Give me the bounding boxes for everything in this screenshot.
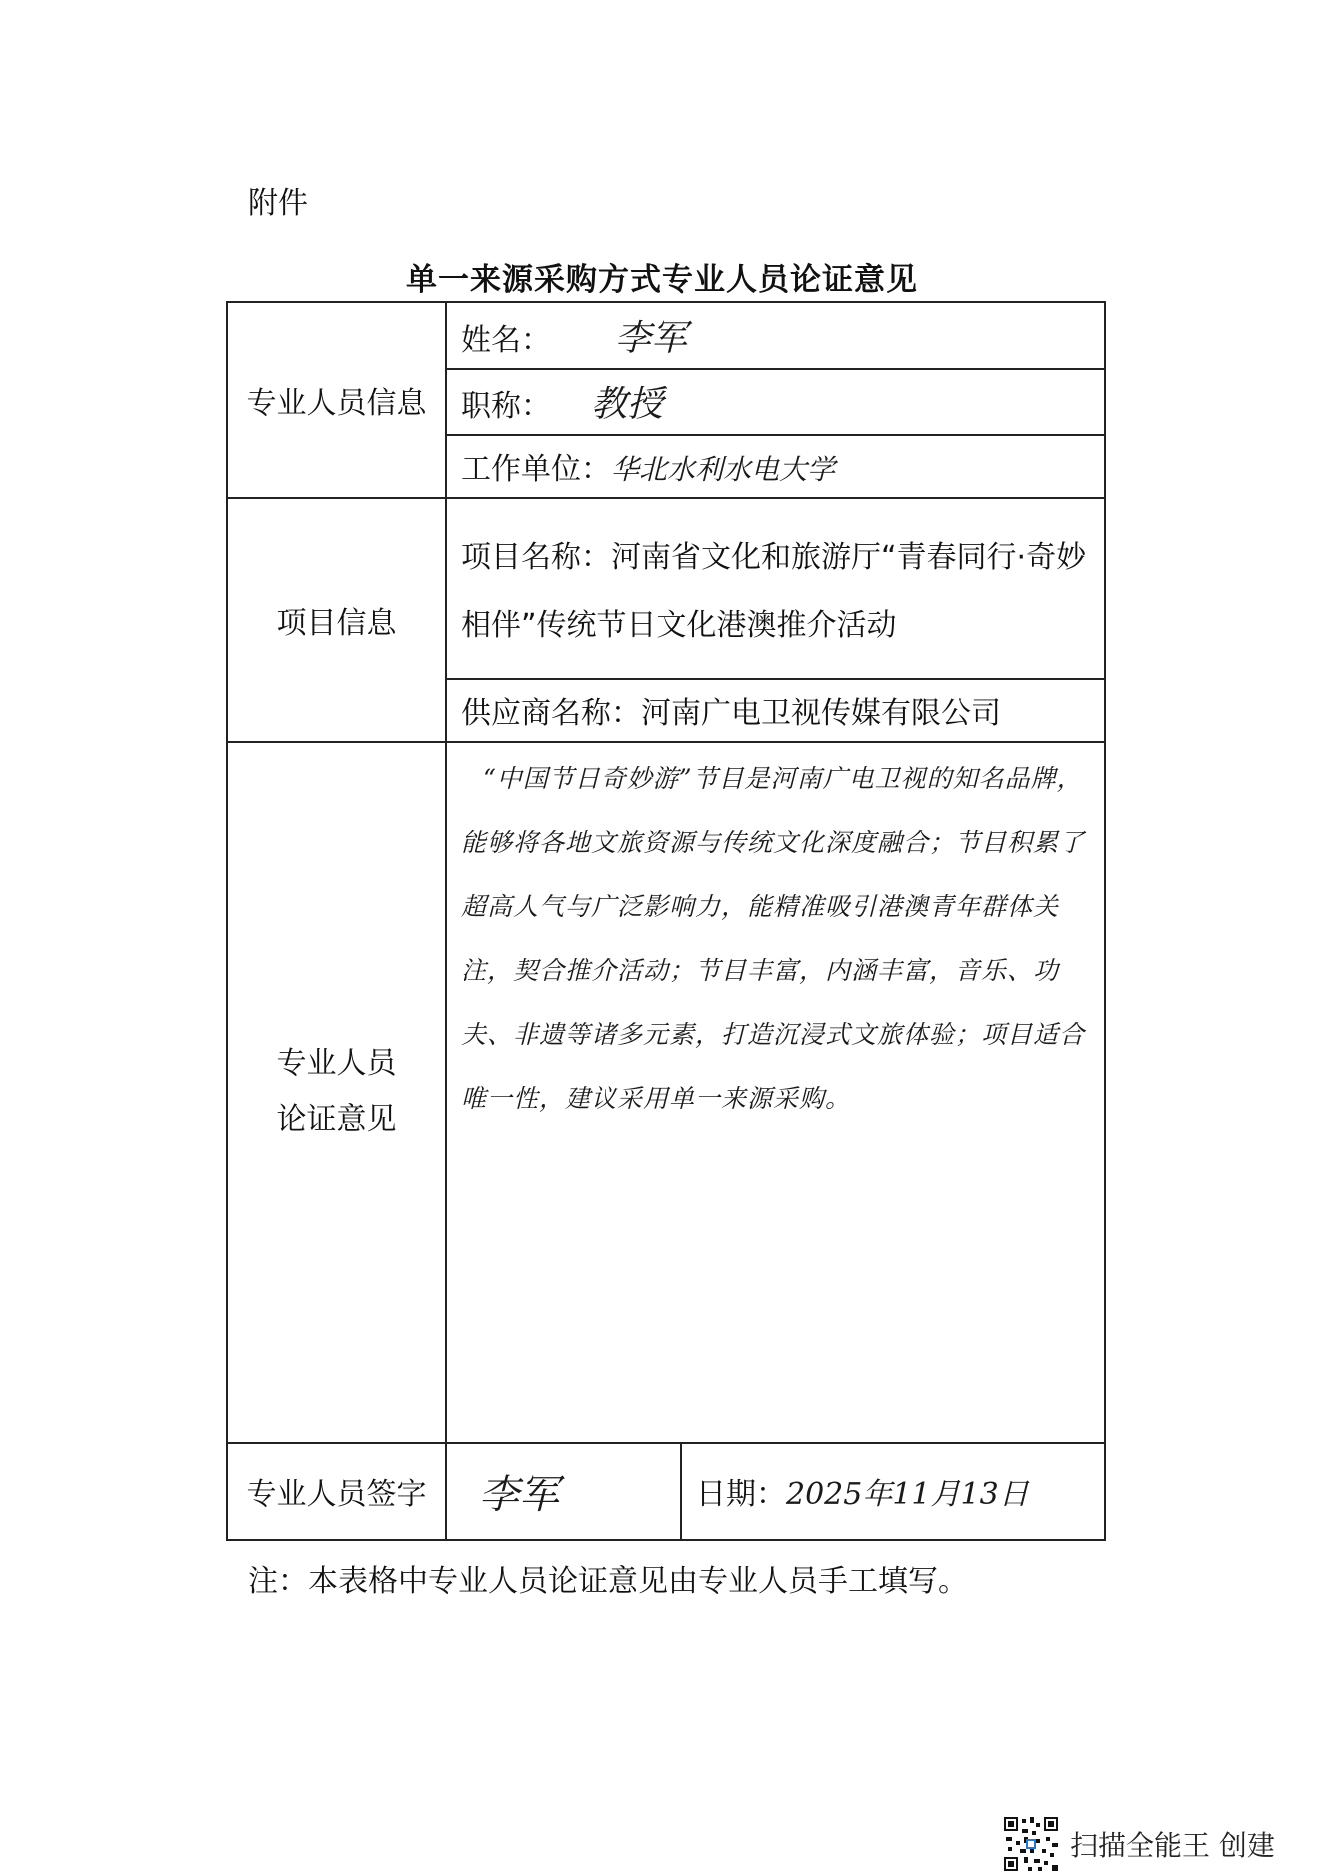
project-name-row: [227, 498, 1105, 679]
project-info-label: 项目信息: [227, 498, 446, 741]
opinion-label-line2: 论证意见: [276, 1102, 397, 1138]
opinion-label: [227, 742, 446, 1443]
opinion-handwritten-text: “中国节日奇妙游”节目是河南广电卫视的知名品牌，能够将各地文旅资源与传统文化深度融合；节目积累了超高人气与广泛影响力，能精准吸引港澳青年群体关注，契合推介活动；节目丰富，内涵丰富，音乐、功夫、非遗等诸多元素，打造沉浸式文旅体验；项目适合唯一性，建议采用单一来源采购。: [461, 763, 1086, 1113]
form-note: 注：本表格中专业人员论证意见由专业人员手工填写。: [248, 1564, 968, 1599]
supplier-name: 供应商名称：河南广电卫视传媒有限公司: [446, 679, 1105, 741]
signature-label: 专业人员签字: [227, 1443, 446, 1540]
qr-code-icon: [1002, 1815, 1060, 1873]
scanner-text: 扫描全能王 创建: [1070, 1829, 1275, 1862]
opinion-form-table: [226, 301, 1106, 1541]
project-name: 项目名称：河南省文化和旅游厅“青春同行·奇妙相伴”传统节日文化港澳推介活动: [446, 498, 1105, 679]
name-label: 姓名：: [461, 322, 551, 358]
date-cell: [681, 1443, 1105, 1540]
scanner-watermark: [1002, 1820, 1275, 1868]
opinion-cell: [446, 742, 1105, 1443]
name-cell: [446, 302, 1105, 369]
org-cell: [446, 435, 1105, 499]
opinion-row: [227, 742, 1105, 1443]
date-handwritten-value: 2025年11月13日: [786, 1477, 1029, 1513]
org-handwritten-value: 华北水利水电大学: [611, 453, 836, 487]
name-handwritten-value: 李军: [615, 317, 688, 359]
org-label: 工作单位：: [461, 452, 611, 488]
signature-handwritten: 李军: [479, 1471, 559, 1518]
title-handwritten-value: 教授: [591, 384, 664, 426]
signature-row: [227, 1443, 1105, 1540]
date-label: 日期：: [696, 1477, 786, 1513]
title-label: 职称：: [461, 389, 551, 425]
document-title: 单一来源采购方式专业人员论证意见: [406, 262, 918, 298]
title-cell: [446, 369, 1105, 435]
expert-info-label: 专业人员信息: [227, 302, 446, 498]
opinion-label-line1: 专业人员: [276, 1046, 397, 1082]
signature-cell: [446, 1443, 681, 1540]
name-row: [227, 302, 1105, 369]
attachment-label: 附件: [248, 186, 308, 221]
